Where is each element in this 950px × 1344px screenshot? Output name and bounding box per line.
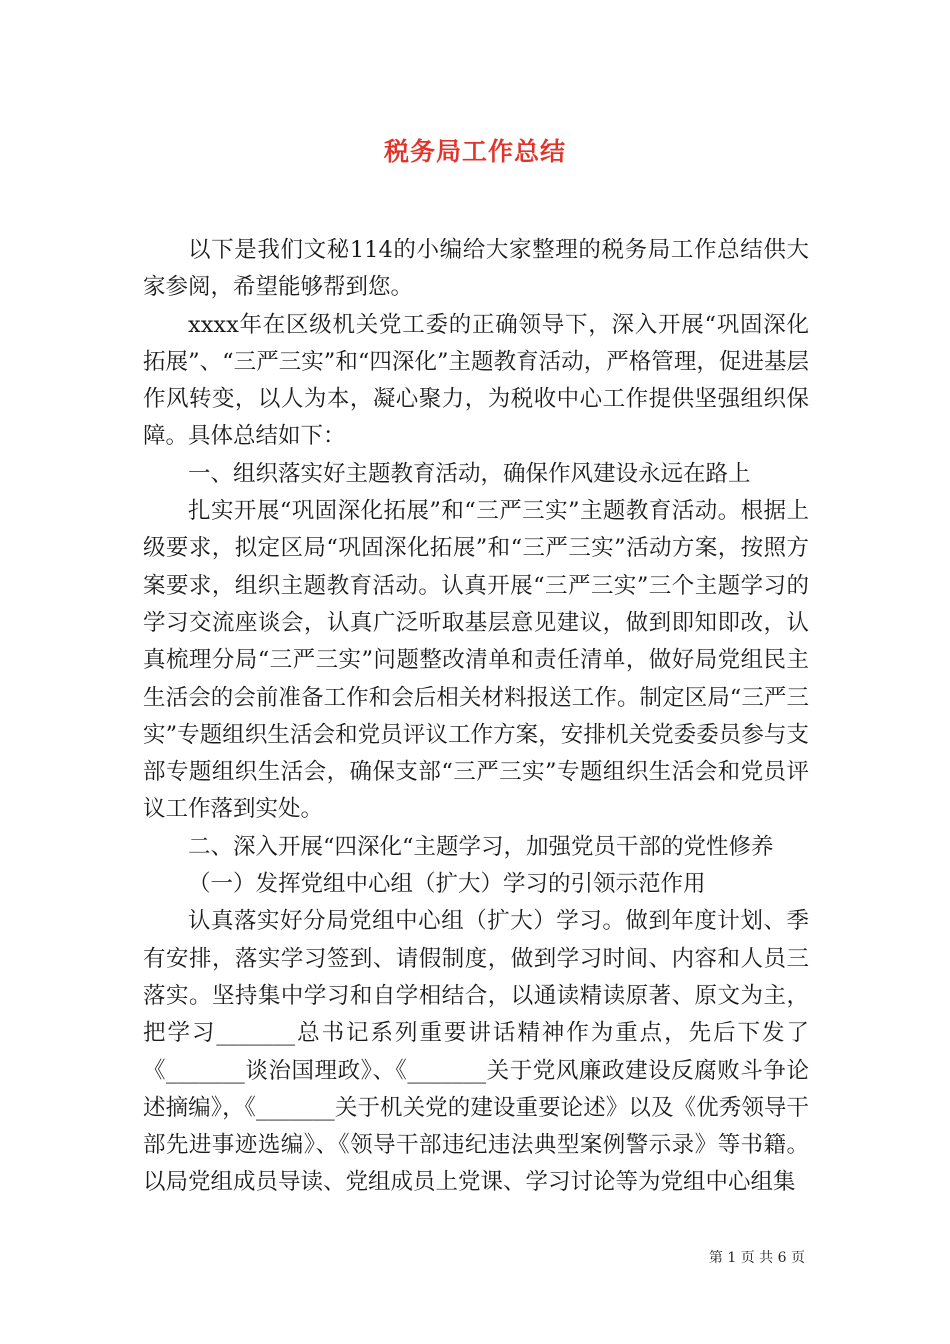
document-body (143, 232, 809, 1202)
page-number: 第 1 页 共 6 页 (708, 1250, 805, 1266)
paragraph-intro: 以下是我们文秘114的小编给大家整理的税务局工作总结供大家参阅，希望能够帮到您。 (143, 237, 809, 301)
subsection-heading-2-1: （一）发挥党组中心组（扩大）学习的引领示范作用 (188, 871, 706, 898)
section-heading-1: 一、组织落实好主题教育活动，确保作风建设永远在路上 (188, 460, 751, 487)
paragraph-summary: xxxx年在区级机关党工委的正确领导下，深入开展“巩固深化拓展”、“三严三实”和“四深化”主题教育活动，严格管理，促进基层作风转变，以人为本，凝心聚力，为税收中心工作提供坚强组织保障。具体总结如下： (143, 311, 809, 450)
paragraph-section-2-1: 认真落实好分局党组中心组（扩大）学习。做到年度计划、季有安排，落实学习签到、请假制度，做到学习时间、内容和人员三落实。坚持集中学习和自学相结合，以通读精读原著、原文为主，把学习_______总书记系列重要讲话精神作为重点，先后下发了《_______谈治国理政》、《_______关于党风廉政建设反腐败斗争论述摘编》，《_______关于机关党的建设重要论述》以及《优秀领导干部先进事迹选编》、《领导干部违纪违法典型案例警示录》等书籍。以局党组成员导读、党组成员上党课、学习讨论等为党组中心组集 (143, 908, 809, 1196)
document-title: 税务局工作总结 (383, 137, 566, 166)
paragraph-section-1: 扎实开展“巩固深化拓展”和“三严三实”主题教育活动。根据上级要求，拟定区局“巩固深化拓展”和“三严三实”活动方案，按照方案要求，组织主题教育活动。认真开展“三严三实”三个主题学习的学习交流座谈会，认真广泛听取基层意见建议，做到即知即改，认真梳理分局“三严三实”问题整改清单和责任清单，做好局党组民主生活会的会前准备工作和会后相关材料报送工作。制定区局“三严三实”专题组织生活会和党员评议工作方案，安排机关党委委员参与支部专题组织生活会，确保支部“三严三实”专题组织生活会和党员评议工作落到实处。 (143, 498, 809, 823)
section-heading-2: 二、深入开展“四深化“主题学习，加强党员干部的党性修养 (188, 833, 774, 860)
